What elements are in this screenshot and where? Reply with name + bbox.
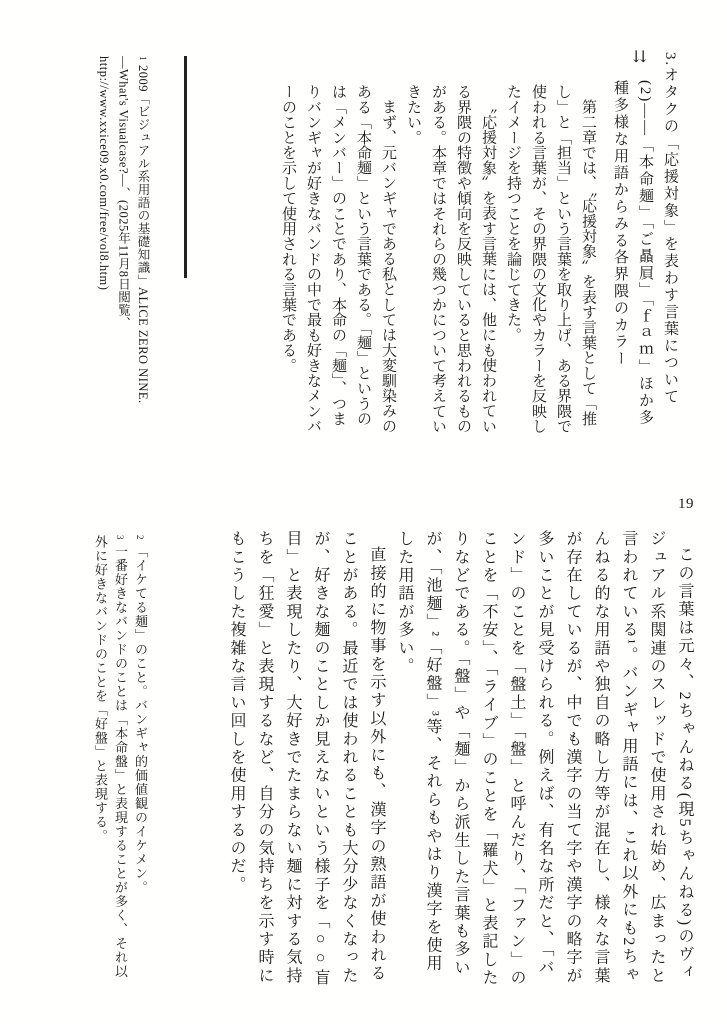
top-main-text: [275, 84, 600, 436]
footnote: [90, 535, 130, 987]
paragraph: 〝応援対象〟を表す言葉には、他にも使われている界隈の特徴や傾向を反映していると思われるものがある。本章ではそれらの幾つかについて考えていきたい。: [405, 84, 496, 434]
continuation-arrows-icon: ⇊: [633, 49, 647, 66]
paragraph: この言葉は元々、2ちゃんねる(現5ちゃんねる)のヴィジュアル系関連のスレッドで使用され始め、広まったと言われている¹。バンギャ用語には、これ以外にも2ちゃんねる的な用語や独自の略し方等が混在し、様々な言葉が存在しているが、中でも漢字の当て字や漢字の略字が多いことが見受けられる。例えば、有名な所だと、「バンド」のことを「盤土」「盤」と呼んだり、「ファン」のことを「不安」、「ライブ」のことを「羅犬」と表記したりなどである。「盤」や「麺」から派生した言葉も多いが、「池麺」²「好盤」³等、それらもやはり漢字を使用した用語が多い。: [396, 530, 693, 988]
top-footnotes: [94, 56, 153, 456]
footnote: [130, 535, 150, 987]
paragraph: 第二章では、〝応援対象〟を表す言葉として「推し」と「担当」という言葉を取り上げ、ある界隈で使われる言葉が、その界隈の文化やカラーを反映したイメージを持つことを論じてきた。: [505, 84, 596, 434]
footnote-marker: 2: [135, 535, 145, 541]
section-heading: 3.オタクの「応援対象」を表わす言葉について(2)――「本命麺」「ご贔屓」「ｆａｍ」ほか多種多様な用語からみる各界隈のカラー: [612, 52, 678, 427]
page-number: 19: [678, 496, 694, 512]
footnote: [94, 56, 153, 456]
footnote-text: 一番好きなバンドのことは「本命盤」と表現することが多く、それ以外に好きなバンドのことを「好盤」と表現する。: [93, 535, 128, 979]
bottom-main-text: [222, 530, 698, 988]
footnote-text: 2009「ビジュアル系用語の基礎知識」ALICE ZERO NINE. ―What's Visualcase?―、(2025年11月8日閲覧、http://www.xxice09.x0.com/free/vol8.htm): [97, 56, 150, 404]
footnote-divider: [184, 56, 187, 278]
paragraph: 直接的に物事を示す以外にも、漢字の熟語が使われることがある。最近では使われることも大分少なくなったが、好きな麺のことしか見えないという様子を「○○盲目」と表現したり、大好きでたまらない麺に対する気持ちを「狂愛」と表現するなど、自分の気持ちを示す時にもこうした複雑な言い回しを使用するのだ。: [228, 530, 385, 987]
footnote-marker: 3: [115, 535, 125, 541]
bottom-footnotes: [90, 535, 150, 987]
footnote-text: 「イケてる麺」のこと。バンギャ的価値観のイケメン。: [133, 544, 148, 895]
paragraph: まず、元バンギャである私としては大変馴染みのある「本命麺」という言葉である。「麺」というのは「メンバー」のことであり、本命の「麺」、つまりバンギャが好きなバンドの中で最も好きなメンバーのことを示して使用される言葉である。: [280, 84, 396, 434]
footnote-marker: 1: [138, 56, 148, 61]
section-heading-block: [607, 49, 682, 428]
